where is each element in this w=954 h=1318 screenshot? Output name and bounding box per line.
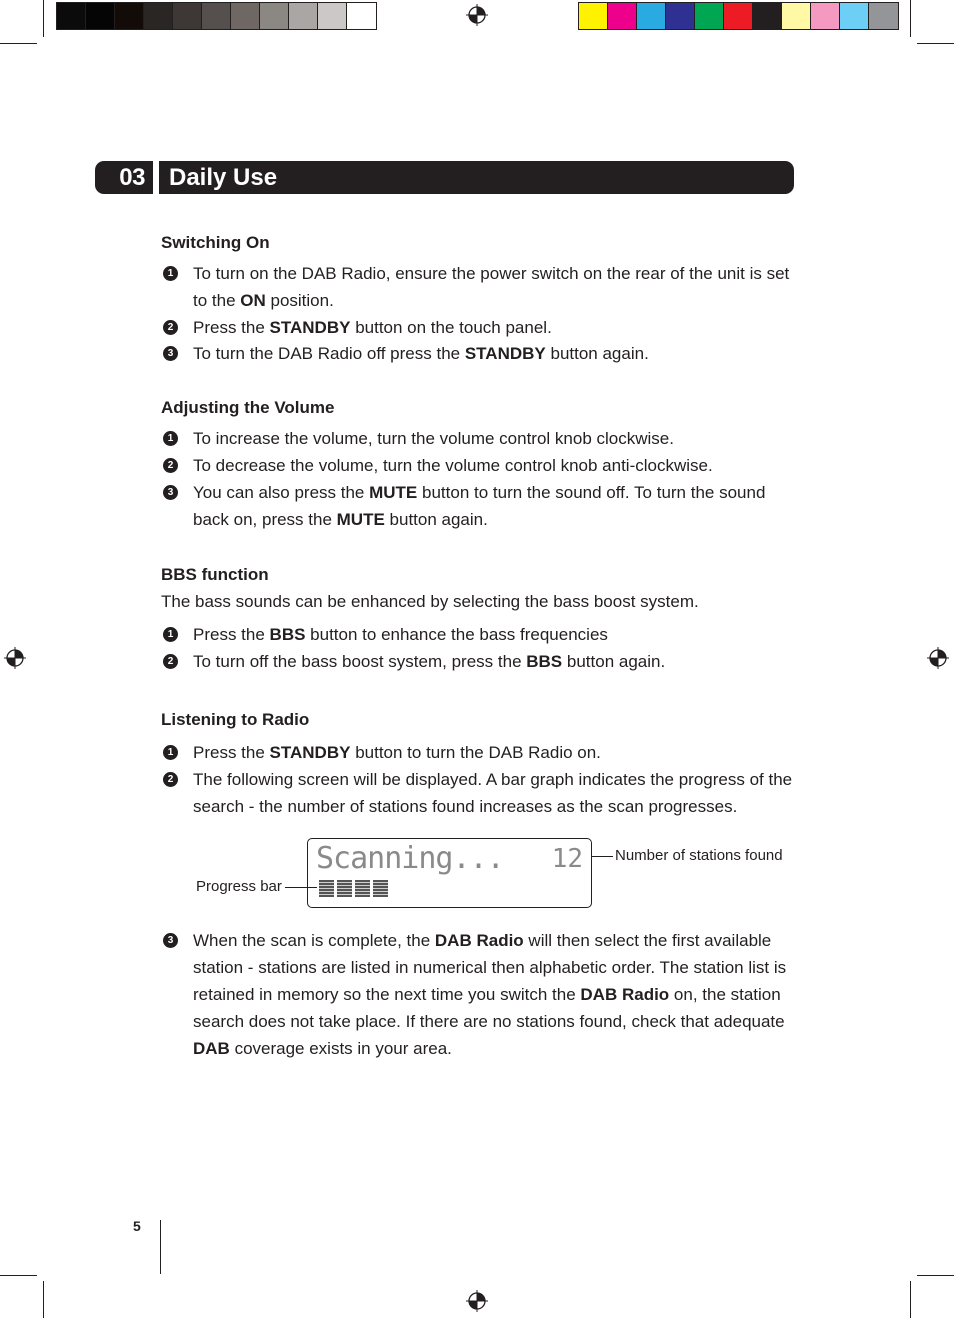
process-color-bar xyxy=(578,2,899,30)
section-intro: The bass sounds can be enhanced by selecting the bass boost system. xyxy=(161,592,699,611)
crop-mark xyxy=(910,1281,911,1318)
color-swatch xyxy=(724,3,753,29)
progress-segment xyxy=(355,880,370,897)
step-text: Press the STANDBY button on the touch panel. xyxy=(193,318,552,337)
callout-stations-found: Number of stations found xyxy=(615,847,783,864)
color-swatch xyxy=(115,3,144,29)
step-text: When the scan is complete, the DAB Radio will then select the first available xyxy=(193,931,772,950)
color-swatch xyxy=(57,3,86,29)
color-swatch xyxy=(144,3,173,29)
color-swatch xyxy=(753,3,782,29)
color-swatch xyxy=(173,3,202,29)
step-number: 1 xyxy=(163,745,178,760)
step-number: 2 xyxy=(163,458,178,473)
step-text: Press the STANDBY button to turn the DAB Radio on. xyxy=(193,743,601,762)
color-swatch xyxy=(695,3,724,29)
step-text: retained in memory so the next time you switch the DAB Radio on, the station xyxy=(193,985,781,1004)
registration-mark-icon xyxy=(466,4,488,26)
step-number: 1 xyxy=(163,431,178,446)
crop-mark xyxy=(0,1275,37,1276)
step-text: to the ON position. xyxy=(193,291,334,310)
section-heading: Listening to Radio xyxy=(161,710,310,729)
lcd-scanning-text: Scanning... xyxy=(316,841,504,876)
section-heading: Switching On xyxy=(161,233,270,252)
step-text: You can also press the MUTE button to turn the sound off. To turn the sound xyxy=(193,483,766,502)
step-number: 2 xyxy=(163,654,178,669)
callout-leader xyxy=(285,887,317,888)
step-text: station - stations are listed in numerical then alphabetic order. The station list is xyxy=(193,958,787,977)
color-swatch xyxy=(782,3,811,29)
crop-mark xyxy=(917,43,954,44)
color-swatch xyxy=(86,3,115,29)
progress-segment xyxy=(319,880,334,897)
step-number: 1 xyxy=(163,266,178,281)
color-swatch xyxy=(202,3,231,29)
section-heading: Adjusting the Volume xyxy=(161,398,335,417)
color-swatch xyxy=(608,3,637,29)
step-text: To turn the DAB Radio off press the STANDBY button again. xyxy=(193,344,649,363)
color-swatch xyxy=(231,3,260,29)
chapter-number: 03 xyxy=(95,161,153,194)
step-text: To decrease the volume, turn the volume control knob anti-clockwise. xyxy=(193,456,713,475)
step-number: 3 xyxy=(163,933,178,948)
step-number: 2 xyxy=(163,772,178,787)
step-number: 2 xyxy=(163,320,178,335)
color-swatch xyxy=(318,3,347,29)
step-number: 3 xyxy=(163,485,178,500)
step-number: 3 xyxy=(163,346,178,361)
color-swatch xyxy=(579,3,608,29)
color-swatch xyxy=(811,3,840,29)
step-text: The following screen will be displayed. A bar graph indicates the progress of the xyxy=(193,770,793,789)
lcd-display xyxy=(307,838,592,908)
color-swatch xyxy=(869,3,898,29)
registration-mark-icon xyxy=(4,647,26,669)
crop-mark xyxy=(917,1275,954,1276)
color-swatch xyxy=(666,3,695,29)
footer-divider xyxy=(160,1220,161,1274)
progress-segment xyxy=(337,880,352,897)
crop-mark xyxy=(910,0,911,37)
step-text: DAB coverage exists in your area. xyxy=(193,1039,452,1058)
registration-mark-icon xyxy=(466,1290,488,1312)
progress-segment xyxy=(373,880,388,897)
callout-leader xyxy=(592,856,613,857)
step-text: search does not take place. If there are no stations found, check that adequate xyxy=(193,1012,785,1031)
callout-progress-bar: Progress bar xyxy=(196,878,282,895)
lcd-station-count: 12 xyxy=(551,844,583,874)
grayscale-color-bar xyxy=(56,2,377,30)
step-text: To turn on the DAB Radio, ensure the power switch on the rear of the unit is set xyxy=(193,264,790,283)
lcd-progress-bar xyxy=(319,880,388,897)
step-text: To turn off the bass boost system, press the BBS button again. xyxy=(193,652,666,671)
registration-mark-icon xyxy=(927,647,949,669)
step-text: search - the number of stations found increases as the scan progresses. xyxy=(193,797,738,816)
crop-mark xyxy=(43,1281,44,1318)
step-text: back on, press the MUTE button again. xyxy=(193,510,488,529)
color-swatch xyxy=(637,3,666,29)
color-swatch xyxy=(347,3,376,29)
step-text: Press the BBS button to enhance the bass frequencies xyxy=(193,625,608,644)
crop-mark xyxy=(0,43,37,44)
crop-mark xyxy=(43,0,44,37)
color-swatch xyxy=(840,3,869,29)
color-swatch xyxy=(260,3,289,29)
page-number: 5 xyxy=(133,1218,141,1234)
step-number: 1 xyxy=(163,627,178,642)
chapter-title: Daily Use xyxy=(159,161,794,194)
step-text: To increase the volume, turn the volume control knob clockwise. xyxy=(193,429,674,448)
section-heading: BBS function xyxy=(161,565,269,584)
color-swatch xyxy=(289,3,318,29)
